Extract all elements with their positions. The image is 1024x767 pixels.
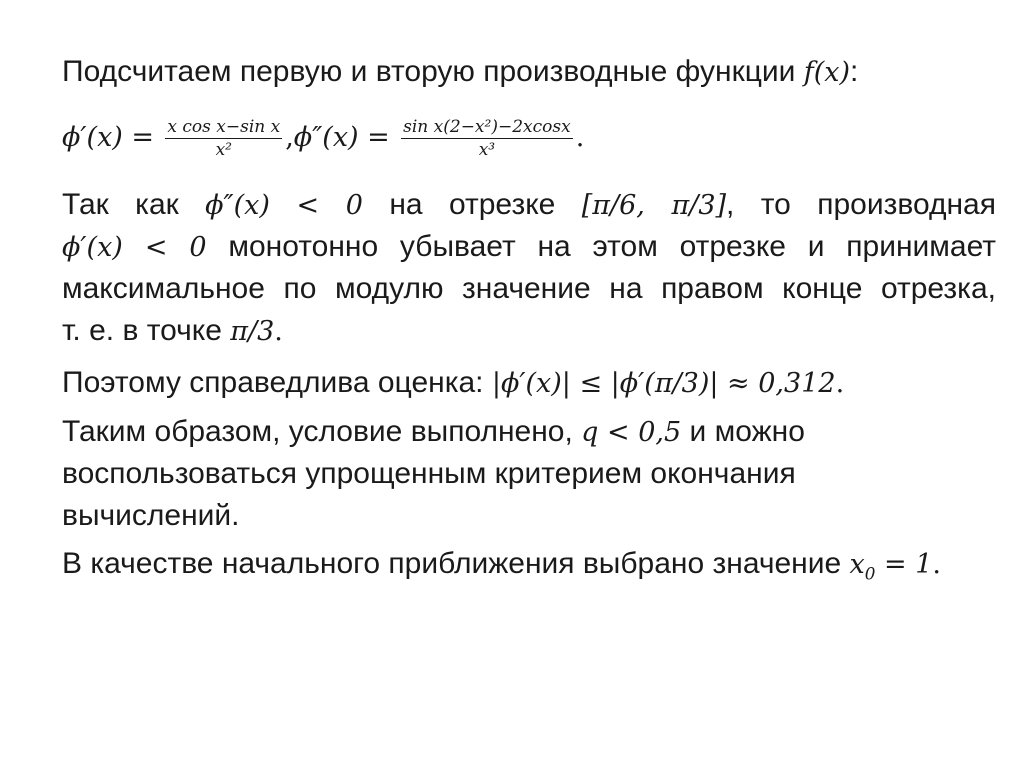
estimate-formula: |ϕ′(x)| ≤ |ϕ′(π/3)| ≈ 0,312 xyxy=(491,368,836,399)
word: на xyxy=(537,230,571,263)
period: . xyxy=(274,316,283,347)
line-monotone xyxy=(62,229,996,266)
paragraph-text: вычислений. xyxy=(62,499,240,532)
word: на xyxy=(389,188,423,221)
word: то xyxy=(760,188,791,221)
period: . xyxy=(835,368,845,399)
interval: [π/6, π/3] xyxy=(581,190,727,221)
function-fx: f(x) xyxy=(803,57,851,88)
point-pi-over-3: π/3 xyxy=(230,316,275,347)
second-derivative-fraction xyxy=(401,116,573,161)
line-condition xyxy=(62,414,996,451)
paragraph-text: Поэтому справедлива оценка: xyxy=(62,366,492,399)
first-derivative-denominator: x² xyxy=(215,139,232,160)
line-criterion xyxy=(62,456,996,492)
word: отрезке xyxy=(448,188,556,221)
first-derivative-fraction xyxy=(165,116,282,161)
second-derivative-negative: ϕ″(x) < 0 xyxy=(205,190,363,221)
colon: : xyxy=(850,55,859,88)
paragraph-text: Таким образом, условие выполнено, xyxy=(62,415,582,448)
word: принимает xyxy=(846,230,997,263)
word: и xyxy=(807,230,825,263)
line-estimate xyxy=(62,365,996,402)
formula-period: . xyxy=(575,122,585,153)
line-initial-approx xyxy=(62,546,996,591)
line-derivative-formulas xyxy=(62,112,996,163)
word: производная xyxy=(817,188,996,221)
paragraph-text: максимальное по модулю значение на правом конце отрезка, xyxy=(62,272,996,305)
paragraph-text: и можно xyxy=(681,415,805,448)
period: . xyxy=(932,549,941,580)
comma: , xyxy=(726,188,735,221)
line-calculations xyxy=(62,498,996,534)
first-derivative-label: ϕ′(x) = xyxy=(62,122,155,153)
x0-value: = 1 xyxy=(875,549,933,580)
word: этом xyxy=(592,230,658,263)
second-derivative-label: ϕ″(x) = xyxy=(293,122,390,153)
word: отрезке xyxy=(679,230,786,263)
word: монотонно xyxy=(228,230,379,263)
x0-symbol: x xyxy=(849,549,865,580)
x0-subscript: 0 xyxy=(864,563,876,584)
paragraph-text: т. е. в точке xyxy=(62,314,231,347)
word: убывает xyxy=(399,230,516,263)
line-derivatives-intro xyxy=(62,54,996,91)
paragraph-text: В качестве начального приближения выбрано значение xyxy=(62,547,850,580)
intro-text: Подсчитаем первую и вторую производные функции xyxy=(62,55,804,88)
paragraph-text: воспользоваться упрощенным критерием окончания xyxy=(62,457,796,490)
condition-q: q < 0,5 xyxy=(581,417,682,448)
second-derivative-denominator: x³ xyxy=(478,139,496,160)
initial-x xyxy=(849,549,933,584)
first-derivative-negative: ϕ′(x) < 0 xyxy=(62,232,207,263)
line-point xyxy=(62,313,996,350)
second-derivative-numerator: sin x(2−x²)−2xcosx xyxy=(403,116,571,137)
formula-separator: , xyxy=(285,122,294,153)
line-since xyxy=(62,187,996,224)
word: Так xyxy=(62,188,109,221)
line-max-value xyxy=(62,271,996,307)
first-derivative-numerator: x cos x−sin x xyxy=(167,116,281,137)
word: как xyxy=(135,188,179,221)
